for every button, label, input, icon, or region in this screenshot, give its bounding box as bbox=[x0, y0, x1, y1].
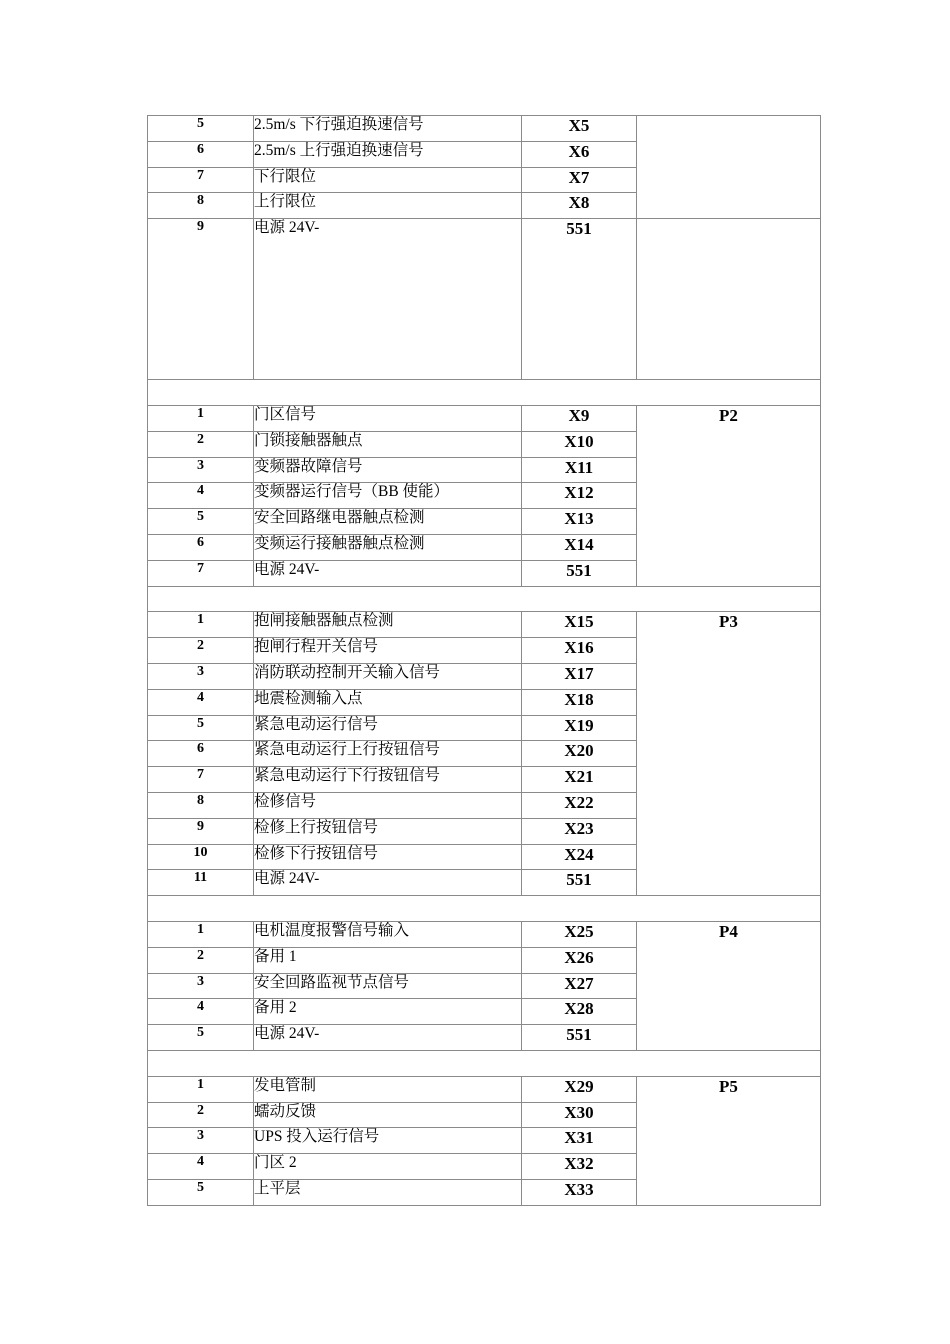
signal-description: 门区 2 bbox=[254, 1154, 522, 1180]
terminal-code: 551 bbox=[522, 219, 637, 380]
terminal-code: X13 bbox=[522, 509, 637, 535]
table-row bbox=[148, 219, 821, 380]
pin-number: 5 bbox=[148, 1179, 254, 1205]
signal-description: 安全回路继电器触点检测 bbox=[254, 509, 522, 535]
table-body bbox=[148, 116, 821, 1206]
pin-number: 4 bbox=[148, 483, 254, 509]
terminal-code: X21 bbox=[522, 767, 637, 793]
signal-description: 下行限位 bbox=[254, 167, 522, 193]
terminal-code: X22 bbox=[522, 792, 637, 818]
terminal-code: X6 bbox=[522, 141, 637, 167]
pin-number: 5 bbox=[148, 116, 254, 142]
signal-description: 紧急电动运行上行按钮信号 bbox=[254, 741, 522, 767]
pin-number: 4 bbox=[148, 689, 254, 715]
pin-number: 3 bbox=[148, 1128, 254, 1154]
pin-number: 4 bbox=[148, 1154, 254, 1180]
terminal-code: X23 bbox=[522, 818, 637, 844]
pin-number: 1 bbox=[148, 612, 254, 638]
terminal-code: X24 bbox=[522, 844, 637, 870]
pin-number: 7 bbox=[148, 167, 254, 193]
signal-description: 电源 24V- bbox=[254, 1025, 522, 1051]
pin-number: 6 bbox=[148, 534, 254, 560]
terminal-code: X9 bbox=[522, 405, 637, 431]
port-label bbox=[637, 219, 821, 380]
terminal-code: X10 bbox=[522, 431, 637, 457]
pin-number: 2 bbox=[148, 947, 254, 973]
port-label: P3 bbox=[637, 612, 821, 896]
spacer-cell bbox=[148, 586, 821, 612]
pin-number: 7 bbox=[148, 767, 254, 793]
signal-description: 变频运行接触器触点检测 bbox=[254, 534, 522, 560]
signal-description: 检修上行按钮信号 bbox=[254, 818, 522, 844]
signal-description: 发电管制 bbox=[254, 1076, 522, 1102]
pin-number: 5 bbox=[148, 509, 254, 535]
terminal-code: X11 bbox=[522, 457, 637, 483]
io-terminal-table bbox=[147, 115, 821, 1206]
table-row bbox=[148, 405, 821, 431]
pin-number: 3 bbox=[148, 973, 254, 999]
pin-number: 4 bbox=[148, 999, 254, 1025]
signal-description: 门区信号 bbox=[254, 405, 522, 431]
terminal-code: X14 bbox=[522, 534, 637, 560]
pin-number: 2 bbox=[148, 1102, 254, 1128]
signal-description: 电源 24V- bbox=[254, 560, 522, 586]
signal-description: 上平层 bbox=[254, 1179, 522, 1205]
signal-description: 抱闸接触器触点检测 bbox=[254, 612, 522, 638]
signal-description: 蠕动反馈 bbox=[254, 1102, 522, 1128]
terminal-code: X27 bbox=[522, 973, 637, 999]
signal-description: UPS 投入运行信号 bbox=[254, 1128, 522, 1154]
terminal-code: X31 bbox=[522, 1128, 637, 1154]
signal-description: 安全回路监视节点信号 bbox=[254, 973, 522, 999]
port-label: P2 bbox=[637, 405, 821, 586]
signal-description: 地震检测输入点 bbox=[254, 689, 522, 715]
spacer-row bbox=[148, 1050, 821, 1076]
spacer-row bbox=[148, 586, 821, 612]
table-row bbox=[148, 612, 821, 638]
signal-description: 检修信号 bbox=[254, 792, 522, 818]
pin-number: 1 bbox=[148, 921, 254, 947]
signal-description: 门锁接触器触点 bbox=[254, 431, 522, 457]
pin-number: 7 bbox=[148, 560, 254, 586]
table-row bbox=[148, 116, 821, 142]
terminal-code: X18 bbox=[522, 689, 637, 715]
pin-number: 9 bbox=[148, 818, 254, 844]
port-label: P4 bbox=[637, 921, 821, 1050]
signal-description: 备用 2 bbox=[254, 999, 522, 1025]
terminal-code: X25 bbox=[522, 921, 637, 947]
port-label bbox=[637, 116, 821, 219]
signal-description: 电源 24V- bbox=[254, 870, 522, 896]
signal-description: 检修下行按钮信号 bbox=[254, 844, 522, 870]
pin-number: 10 bbox=[148, 844, 254, 870]
signal-description: 紧急电动运行信号 bbox=[254, 715, 522, 741]
terminal-code: X19 bbox=[522, 715, 637, 741]
pin-number: 2 bbox=[148, 431, 254, 457]
table-row bbox=[148, 1076, 821, 1102]
pin-number: 3 bbox=[148, 457, 254, 483]
signal-description: 上行限位 bbox=[254, 193, 522, 219]
signal-description: 电机温度报警信号输入 bbox=[254, 921, 522, 947]
pin-number: 5 bbox=[148, 715, 254, 741]
pin-number: 11 bbox=[148, 870, 254, 896]
terminal-code: X33 bbox=[522, 1179, 637, 1205]
terminal-code: X12 bbox=[522, 483, 637, 509]
terminal-code: X26 bbox=[522, 947, 637, 973]
terminal-code: X32 bbox=[522, 1154, 637, 1180]
signal-description: 备用 1 bbox=[254, 947, 522, 973]
terminal-code: X29 bbox=[522, 1076, 637, 1102]
terminal-code: X20 bbox=[522, 741, 637, 767]
terminal-code: X8 bbox=[522, 193, 637, 219]
port-label: P5 bbox=[637, 1076, 821, 1205]
pin-number: 3 bbox=[148, 663, 254, 689]
signal-description: 消防联动控制开关输入信号 bbox=[254, 663, 522, 689]
signal-description: 2.5m/s 上行强迫换速信号 bbox=[254, 141, 522, 167]
terminal-code: 551 bbox=[522, 560, 637, 586]
terminal-code: X17 bbox=[522, 663, 637, 689]
signal-description: 变频器运行信号（BB 使能） bbox=[254, 483, 522, 509]
pin-number: 5 bbox=[148, 1025, 254, 1051]
table-row bbox=[148, 921, 821, 947]
spacer-row bbox=[148, 896, 821, 922]
pin-number: 2 bbox=[148, 638, 254, 664]
pin-number: 1 bbox=[148, 1076, 254, 1102]
terminal-code: X15 bbox=[522, 612, 637, 638]
signal-description: 电源 24V- bbox=[254, 219, 522, 380]
pin-number: 6 bbox=[148, 141, 254, 167]
signal-description: 紧急电动运行下行按钮信号 bbox=[254, 767, 522, 793]
spacer-row bbox=[148, 380, 821, 406]
terminal-code: X5 bbox=[522, 116, 637, 142]
signal-description: 变频器故障信号 bbox=[254, 457, 522, 483]
spacer-cell bbox=[148, 380, 821, 406]
spacer-cell bbox=[148, 896, 821, 922]
pin-number: 1 bbox=[148, 405, 254, 431]
terminal-code: 551 bbox=[522, 870, 637, 896]
pin-number: 8 bbox=[148, 792, 254, 818]
spacer-cell bbox=[148, 1050, 821, 1076]
pin-number: 6 bbox=[148, 741, 254, 767]
terminal-code: X30 bbox=[522, 1102, 637, 1128]
signal-description: 2.5m/s 下行强迫换速信号 bbox=[254, 116, 522, 142]
pin-number: 9 bbox=[148, 219, 254, 380]
signal-description: 抱闸行程开关信号 bbox=[254, 638, 522, 664]
terminal-code: X7 bbox=[522, 167, 637, 193]
terminal-code: 551 bbox=[522, 1025, 637, 1051]
pin-number: 8 bbox=[148, 193, 254, 219]
terminal-code: X16 bbox=[522, 638, 637, 664]
terminal-code: X28 bbox=[522, 999, 637, 1025]
